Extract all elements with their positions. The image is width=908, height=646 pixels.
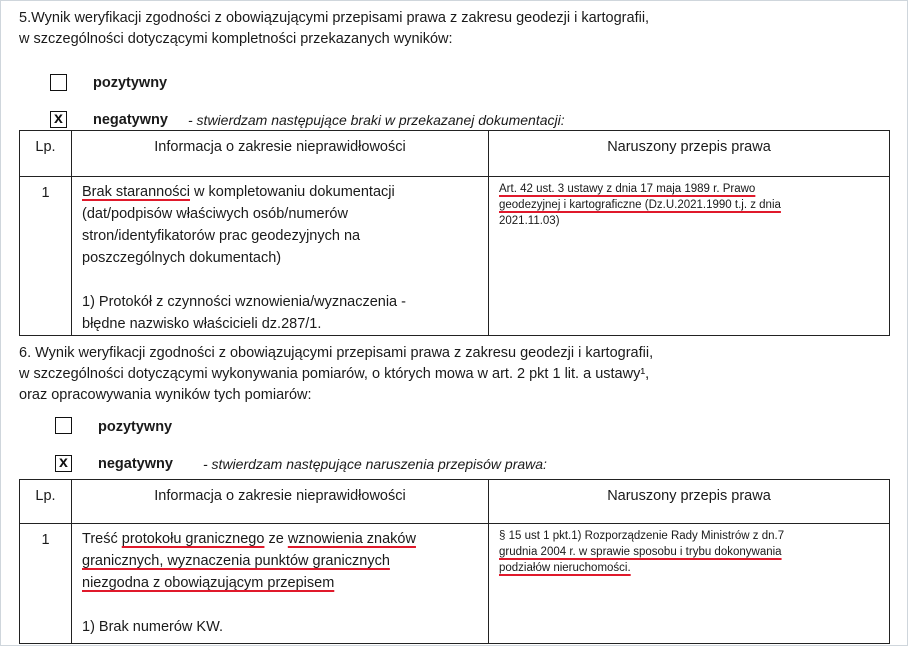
col-law: Naruszony przepis prawa [489,131,890,177]
col-info: Informacja o zakresie nieprawidłowości [72,480,489,524]
row-law: § 15 ust 1 pkt.1) Rozporządzenie Rady Ministrów z dn.7 grudnia 2004 r. w sprawie sposobu i trybu dokonywania podziałów nieruchomości. [489,524,890,644]
col-lp: Lp. [20,480,72,524]
section6-negative-note: - stwierdzam następujące naruszenia przepisów prawa: [203,456,547,472]
section5-negative-note: - stwierdzam następujące braki w przekazanej dokumentacji: [188,112,565,128]
section5-positive-label: pozytywny [93,75,168,91]
section6-positive-checkbox[interactable] [55,417,72,434]
section5-heading-line1: 5.Wynik weryfikacji zgodności z obowiązującymi przepisami prawa z zakresu geodezji i kartografii, [19,10,650,26]
section6-negative-checkbox[interactable]: x [55,455,72,472]
section5-negative-label: negatywny [93,112,168,128]
section6-table [19,479,890,644]
table-row [20,524,890,644]
underlined-text: protokołu granicznego [121,531,265,547]
col-info: Informacja o zakresie nieprawidłowości [72,131,489,177]
section6-heading-line1: 6. Wynik weryfikacji zgodności z obowiązującymi przepisami prawa z zakresu geodezji i kartografii, [19,345,654,361]
section6-heading-line2: w szczególności dotyczącymi wykonywania pomiarów, o których mowa w art. 2 pkt 1 lit. a ustawy¹, [19,366,650,382]
section5-heading-line2: w szczególności dotyczącymi kompletności przekazanych wyników: [19,31,453,47]
row-lp: 1 [20,524,72,644]
section6-negative-label: negatywny [98,456,173,472]
section5-negative-checkbox[interactable]: x [50,111,67,128]
section5-table [19,130,890,336]
section5-heading [19,8,649,50]
section6-heading [19,343,653,406]
row-lp: 1 [20,177,72,336]
section6-positive-label: pozytywny [98,419,173,435]
row-law: Art. 42 ust. 3 ustawy z dnia 17 maja 1989 r. Prawo geodezyjnej i kartograficzne (Dz.U.2021.1990 t.j. z dnia 2021.11.03) [489,177,890,336]
row-info: Treść protokołu granicznego ze wznowienia znaków granicznych, wyznaczenia punktów granicznych niezgodna z obowiązującym przepisem 1) Brak numerów KW. [72,524,489,644]
section5-table-header [20,131,890,177]
col-law: Naruszony przepis prawa [489,480,890,524]
section6-table-header [20,480,890,524]
row-info: Brak staranności w kompletowaniu dokumentacji (dat/podpisów właściwych osób/numerów stron/identyfikatorów prac geodezyjnych na poszczególnych dokumentach) 1) Protokół z czynności wznowienia/wyznaczenia - błędne nazwisko właścicieli dz.287/1. [72,177,489,336]
col-lp: Lp. [20,131,72,177]
section6-heading-line3: oraz opracowywania wyników tych pomiarów: [19,387,312,403]
underlined-text: wznowienia znaków [287,531,416,547]
table-row [20,177,890,336]
underlined-text: Brak staranności [82,184,190,200]
section5-positive-checkbox[interactable] [50,74,67,91]
